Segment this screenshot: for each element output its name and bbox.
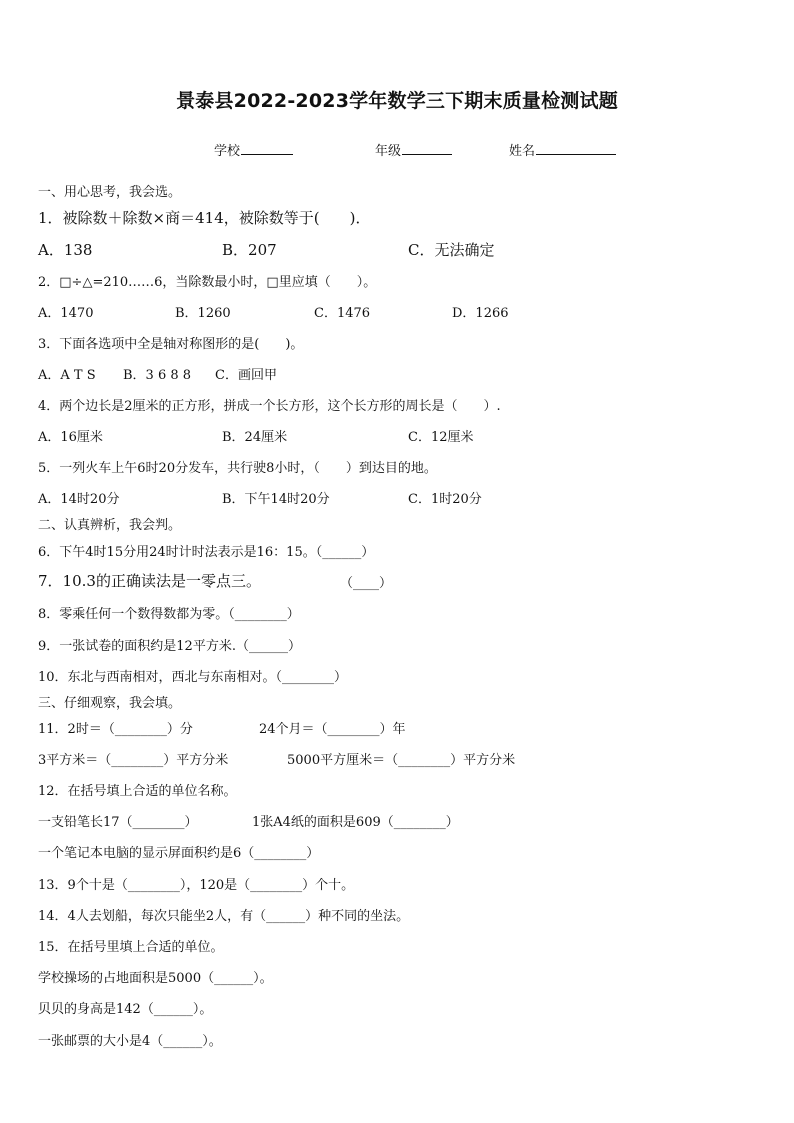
question-15b: 贝贝的身高是142（______）。	[38, 1002, 213, 1017]
q5-option-a[interactable]: A．14时20分	[38, 492, 120, 507]
section-1-heading: 一、用心思考，我会选。	[38, 185, 182, 200]
question-5: 5．一列火车上午6时20分发车，共行驶8小时，（ ）到达目的地。	[38, 461, 437, 476]
question-13: 13．9个十是（________），120是（________）个十。	[38, 878, 355, 893]
name-blank[interactable]	[536, 141, 616, 155]
question-2: 2．□÷△=210……6，当除数最小时，□里应填（ ）。	[38, 275, 377, 290]
question-4: 4．两个边长是2厘米的正方形，拼成一个长方形，这个长方形的周长是（ ）.	[38, 399, 501, 414]
question-8: 8．零乘任何一个数得数都为零。（________）	[38, 607, 300, 622]
question-15: 15．在括号里填上合适的单位。	[38, 940, 224, 955]
q1-option-a[interactable]: A．138	[38, 241, 93, 259]
name-field	[509, 140, 616, 159]
question-11d: 5000平方厘米＝（________）平方分米	[287, 753, 516, 768]
grade-field	[375, 140, 452, 159]
q2-option-a[interactable]: A．1470	[38, 306, 94, 321]
exam-title: 景泰县2022-2023学年数学三下期末质量检测试题	[176, 90, 618, 112]
question-6: 6．下午4时15分用24时计时法表示是16：15。（______）	[38, 545, 375, 560]
question-12: 12．在括号填上合适的单位名称。	[38, 784, 237, 799]
q5-option-b[interactable]: B．下午14时20分	[222, 492, 330, 507]
q3-option-b[interactable]: B．3 6 8 8	[123, 368, 192, 383]
question-3: 3．下面各选项中全是轴对称图形的是( )。	[38, 337, 304, 352]
q2-option-c[interactable]: C．1476	[314, 306, 371, 321]
grade-blank[interactable]	[402, 141, 452, 155]
name-label: 姓名	[509, 144, 536, 159]
q5-option-c[interactable]: C．1时20分	[408, 492, 482, 507]
question-11a: 11．2时＝（________）分	[38, 722, 193, 737]
q4-option-a[interactable]: A．16厘米	[38, 430, 103, 445]
question-12c: 一个笔记本电脑的显示屏面积约是6（________）	[38, 846, 320, 861]
q7-answer-blank[interactable]: （____）	[340, 576, 393, 591]
school-field	[214, 140, 293, 159]
q1-option-b[interactable]: B．207	[222, 241, 277, 259]
q3-option-a[interactable]: A．A T S	[38, 368, 96, 383]
question-11c: 3平方米＝（________）平方分米	[38, 753, 229, 768]
question-7: 7．10.3的正确读法是一零点三。	[38, 572, 261, 590]
question-10: 10．东北与西南相对，西北与东南相对。（________）	[38, 670, 348, 685]
section-3-heading: 三、仔细观察，我会填。	[38, 696, 182, 711]
question-1: 1．被除数＋除数×商＝414，被除数等于( )．	[38, 209, 371, 227]
q2-option-d[interactable]: D．1266	[452, 306, 509, 321]
q4-option-c[interactable]: C．12厘米	[408, 430, 474, 445]
question-14: 14．4人去划船，每次只能坐2人，有（______）种不同的坐法。	[38, 909, 410, 924]
question-12a: 一支铅笔长17（________）	[38, 815, 198, 830]
school-label: 学校	[214, 144, 241, 159]
school-blank[interactable]	[241, 141, 293, 155]
q3-option-c[interactable]: C．画回甲	[215, 368, 277, 383]
grade-label: 年级	[375, 144, 402, 159]
question-15a: 学校操场的占地面积是5000（______）。	[38, 971, 273, 986]
q1-option-c[interactable]: C．无法确定	[408, 241, 495, 259]
question-11b: 24个月＝（________）年	[259, 722, 406, 737]
question-15c: 一张邮票的大小是4（______）。	[38, 1034, 222, 1049]
question-9: 9．一张试卷的面积约是12平方米.（______）	[38, 639, 301, 654]
q2-option-b[interactable]: B．1260	[175, 306, 231, 321]
question-12b: 1张A4纸的面积是609（________）	[252, 815, 459, 830]
q4-option-b[interactable]: B．24厘米	[222, 430, 288, 445]
section-2-heading: 二、认真辨析，我会判。	[38, 518, 182, 533]
